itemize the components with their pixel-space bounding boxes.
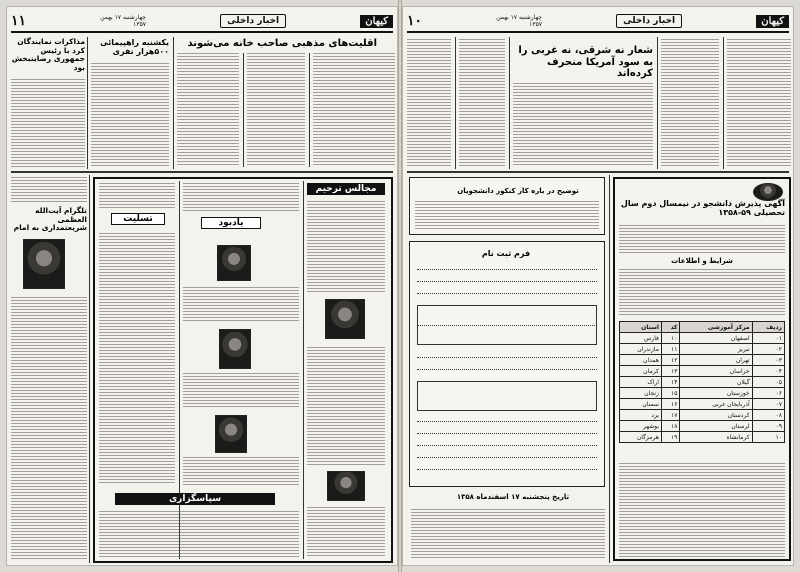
rally-headline: یکشنبه راهپیمائی ۵۰۰هزار نفری xyxy=(100,38,169,57)
text-column xyxy=(619,269,785,317)
sepasgozari-box-title: سپاسگزاری xyxy=(115,493,275,505)
table-cell: یزد xyxy=(620,410,662,421)
left-date: چهارشنبه ۱۷ بهمن ۱۳۵۷ xyxy=(100,14,147,28)
table-cell: کردستان xyxy=(680,410,752,421)
table-cell: ۱۲ xyxy=(661,355,680,366)
text-column xyxy=(177,53,239,167)
table-cell: ۱۵ xyxy=(661,388,680,399)
text-column xyxy=(619,225,785,255)
table-cell: تهران xyxy=(680,355,752,366)
table-row xyxy=(620,333,785,344)
table-row xyxy=(620,399,785,410)
table-cell: ۰۳ xyxy=(752,355,784,366)
text-column xyxy=(313,53,395,167)
table-cell: گیلان xyxy=(680,377,752,388)
table-row xyxy=(620,388,785,399)
portrait-photo xyxy=(325,299,365,339)
table-cell: ۰۷ xyxy=(752,399,784,410)
text-column xyxy=(415,201,599,231)
yadbood-box-title: یادبود xyxy=(201,217,261,229)
table-cell: ۱۴ xyxy=(661,377,680,388)
text-column xyxy=(99,511,299,557)
table-header-cell: کد xyxy=(661,322,680,333)
text-column xyxy=(183,287,299,323)
deadline-line: تاریخ پنجشنبه ۱۷ اسفندماه ۱۳۵۸ xyxy=(456,493,570,501)
text-column xyxy=(11,297,87,559)
right-page-number: ۱۰ xyxy=(407,13,423,29)
text-column xyxy=(661,39,719,167)
text-column xyxy=(99,233,175,483)
table-cell: فارس xyxy=(620,333,662,344)
table-cell: آذربایجان غربی xyxy=(680,399,752,410)
table-cell: خوزستان xyxy=(680,388,752,399)
table-cell: کرمان xyxy=(620,366,662,377)
right-section-label: اخبار داخلی xyxy=(616,14,682,28)
table-header-row xyxy=(620,322,785,333)
portrait-photo xyxy=(219,329,251,369)
table-cell: ۰۲ xyxy=(752,344,784,355)
left-logo: کیهان xyxy=(360,15,393,28)
table-cell: کرمانشاه xyxy=(680,432,752,443)
table-row xyxy=(620,344,785,355)
left-page xyxy=(6,6,398,566)
tasliyat-box-title: تسلیت xyxy=(111,213,165,225)
right-logo: کیهان xyxy=(756,15,789,28)
table-cell: همدان xyxy=(620,355,662,366)
table-row xyxy=(620,377,785,388)
table-cell: خراسان xyxy=(680,366,752,377)
portrait-photo xyxy=(327,471,365,501)
correction-headline: توضیح در باره کار کنکور دانشجویان xyxy=(457,187,579,195)
table-cell: ۱۷ xyxy=(661,410,680,421)
table-cell: لرستان xyxy=(680,421,752,432)
portrait-photo xyxy=(215,415,247,453)
right-date: چهارشنبه ۱۷ بهمن ۱۳۵۷ xyxy=(496,14,543,28)
left-page-number: ۱۱ xyxy=(11,13,27,29)
right-page xyxy=(402,6,794,566)
table-cell: ۱۶ xyxy=(661,399,680,410)
text-column xyxy=(183,373,299,409)
table-row xyxy=(620,432,785,443)
right-masthead xyxy=(407,11,789,33)
table-cell: ۱۳ xyxy=(661,366,680,377)
table-cell: ۱۱ xyxy=(661,344,680,355)
telegram-headline: تلگرام آیت‌الله العظمی شریعتمداری به امام xyxy=(13,206,87,233)
text-column xyxy=(619,463,785,557)
text-column xyxy=(307,347,385,467)
text-column xyxy=(99,183,175,209)
table-header-cell: ردیف xyxy=(752,322,784,333)
table-row xyxy=(620,410,785,421)
table-cell: هرمزگان xyxy=(620,432,662,443)
minorities-headline: اقلیت‌های مذهبی صاحب خانه می‌شوند xyxy=(187,38,377,49)
table-cell: ۰۹ xyxy=(752,421,784,432)
admission-headline: آگهی پذیرش دانشجو در نیمسال دوم سال تحصیلی ۵۹-۱۳۵۸ xyxy=(620,199,785,218)
kurd-headline: مذاکرات نمایندگان کرد با رئیس جمهوری رضایتبخش بود xyxy=(11,37,85,72)
text-column xyxy=(407,39,451,167)
table-cell: ۰۶ xyxy=(752,388,784,399)
table-header-cell: استان xyxy=(620,322,662,333)
left-section-label: اخبار داخلی xyxy=(220,14,286,28)
table-body xyxy=(620,333,785,443)
admission-subheadline: شرایط و اطلاعات xyxy=(671,257,733,265)
text-column xyxy=(183,457,299,487)
table-row xyxy=(620,366,785,377)
text-column xyxy=(727,39,791,167)
text-column xyxy=(307,201,385,293)
text-column xyxy=(11,177,87,203)
table-cell: مازندران xyxy=(620,344,662,355)
registration-form xyxy=(409,241,605,487)
table-cell: ۰۸ xyxy=(752,410,784,421)
majales-box-title: مجالس ترحیم xyxy=(307,183,385,195)
table-cell: تبریز xyxy=(680,344,752,355)
form-title: فرم ثبت نام xyxy=(481,249,531,258)
table-cell: ۱۹ xyxy=(661,432,680,443)
table-cell: اصفهان xyxy=(680,333,752,344)
cleric-photo xyxy=(23,239,65,289)
admission-table xyxy=(619,321,785,443)
text-column xyxy=(411,509,605,559)
text-column xyxy=(183,183,299,213)
table-cell: زنجان xyxy=(620,388,662,399)
text-column xyxy=(247,53,305,167)
table-cell: ۰۱ xyxy=(752,333,784,344)
text-column xyxy=(307,507,385,557)
table-cell: ۱۰ xyxy=(752,432,784,443)
table-header-cell: مرکز آموزشی xyxy=(680,322,752,333)
table-cell: ۱۸ xyxy=(661,421,680,432)
portrait-photo xyxy=(217,245,251,281)
table-cell: بوشهر xyxy=(620,421,662,432)
text-column xyxy=(459,39,505,167)
text-column xyxy=(91,63,169,167)
left-masthead xyxy=(11,11,393,33)
main-headline: شعار نه شرقی، نه غربی را به سود آمریکا منحرف کرده‌اند xyxy=(518,45,653,79)
text-column xyxy=(513,83,653,167)
table-cell: ۰۵ xyxy=(752,377,784,388)
table-cell: اراک xyxy=(620,377,662,388)
text-column xyxy=(11,79,85,167)
table-cell: ۱۰ xyxy=(661,333,680,344)
table-row xyxy=(620,421,785,432)
table-cell: ۰۴ xyxy=(752,366,784,377)
table-cell: سمنان xyxy=(620,399,662,410)
table-row xyxy=(620,355,785,366)
